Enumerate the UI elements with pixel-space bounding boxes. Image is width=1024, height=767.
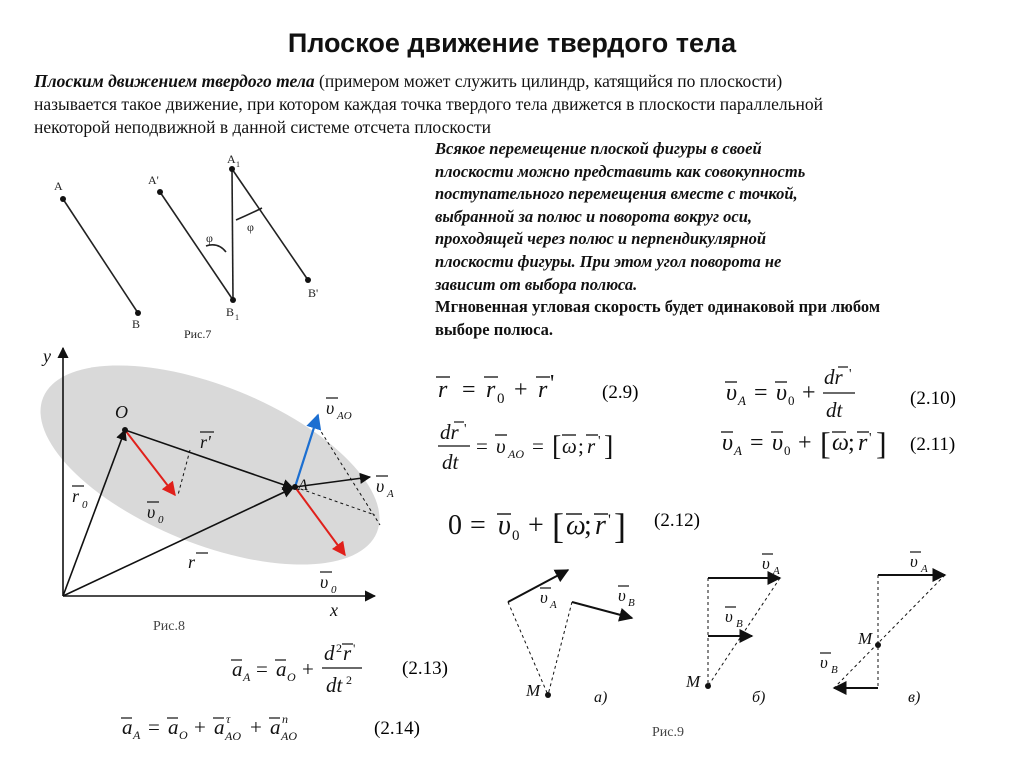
fig9a-vA: υ — [540, 588, 548, 607]
fig8-label-r0-sub: 0 — [82, 499, 88, 511]
theory-paragraph — [435, 138, 1005, 341]
svg-text:a: a — [214, 715, 225, 739]
intro-line3: некоторой неподвижной в данной системе отсчета плоскости — [34, 117, 491, 137]
svg-text:ω: ω — [562, 434, 577, 458]
eq-2-10-number: (2.10) — [910, 388, 956, 409]
svg-text:dt: dt — [442, 450, 459, 474]
para-line9: выборе полюса. — [435, 319, 554, 339]
fig9c-vB: υ — [820, 653, 828, 672]
svg-text:=: = — [532, 434, 544, 458]
fig8-label-O: O — [115, 402, 128, 422]
page-title: Плоское движение твердого тела — [287, 28, 737, 58]
equation-2-13 — [226, 638, 506, 702]
svg-text:O: O — [287, 670, 296, 684]
para-line: выбранной за полюс и поворота вокруг оси, — [435, 206, 753, 226]
svg-text:r: r — [343, 641, 352, 665]
equation-2-14 — [116, 706, 476, 754]
svg-text:0: 0 — [784, 443, 791, 458]
fig7-label-A-prime: A' — [148, 173, 159, 187]
svg-text:+: + — [802, 380, 816, 406]
svg-text:+: + — [250, 715, 262, 739]
svg-text:2: 2 — [346, 673, 352, 687]
svg-text:=: = — [462, 377, 476, 403]
fig9b-vA: υ — [762, 554, 770, 573]
fig9-caption: Рис.9 — [652, 725, 684, 740]
fig7-caption: Рис.7 — [184, 327, 212, 341]
eq-2-13-number: (2.13) — [402, 658, 448, 679]
svg-text:ω: ω — [566, 510, 586, 541]
para-line6-rest: . При этом угол поворота не — [571, 251, 782, 271]
fig8-label-A: A — [298, 477, 308, 494]
para-line7: зависит от выбора полюса. — [435, 274, 638, 294]
eq-2-12-number: (2.12) — [654, 510, 700, 531]
svg-text:+: + — [528, 510, 544, 541]
fig7-label-A: A — [54, 179, 63, 193]
fig7-label-B1-sub: 1 — [235, 313, 239, 322]
svg-text:[: [ — [552, 506, 564, 546]
fig7-label-B1: B — [226, 305, 235, 319]
svg-text:': ' — [353, 641, 356, 656]
fig8-label-vA-sub: A — [387, 488, 394, 500]
equation-dr-dt — [432, 415, 632, 477]
svg-text:υ: υ — [498, 510, 511, 541]
eq-2-11-number: (2.11) — [910, 434, 956, 455]
equation-2-10 — [720, 358, 1010, 428]
svg-text:a: a — [276, 657, 287, 681]
svg-text:]: ] — [614, 506, 626, 546]
svg-text:τ: τ — [226, 712, 231, 726]
fig9c-vB-sub: B — [831, 664, 838, 676]
svg-text:': ' — [598, 434, 601, 449]
svg-text:dr: dr — [440, 420, 459, 444]
svg-text:]: ] — [604, 431, 614, 462]
eq-2-14-number: (2.14) — [374, 718, 420, 739]
intro-paragraph — [34, 70, 994, 139]
equation-2-9 — [430, 365, 690, 415]
fig8-label-v0-bottom: υ — [320, 572, 329, 592]
svg-text:AO: AO — [281, 729, 297, 743]
fig7-label-phi-2: φ — [247, 220, 254, 234]
svg-text:;: ; — [848, 430, 855, 456]
fig8-caption: Рис.8 — [153, 619, 185, 634]
svg-text:;: ; — [578, 434, 584, 458]
svg-text:2: 2 — [336, 641, 342, 655]
intro-term: Плоским движением твердого тела — [34, 71, 315, 91]
svg-text:d: d — [324, 641, 335, 665]
svg-text:=: = — [148, 715, 160, 739]
svg-text:=: = — [750, 430, 764, 456]
svg-text:A: A — [243, 670, 251, 684]
svg-text:a: a — [122, 715, 133, 739]
svg-text:a: a — [168, 715, 179, 739]
svg-text:': ' — [849, 367, 852, 382]
fig9-panel-c: в) — [908, 689, 921, 706]
fig7-label-A1: A — [227, 152, 236, 166]
para-line: плоскости можно представить как совокупность — [435, 161, 806, 181]
fig8-body-ellipse — [30, 340, 400, 606]
fig9a-vB-sub: B — [628, 597, 635, 609]
svg-text:r: r — [595, 510, 606, 541]
svg-text:O: O — [179, 728, 188, 742]
fig8-label-v0-bottom-sub: 0 — [331, 584, 337, 596]
svg-text:dt: dt — [326, 673, 343, 697]
svg-text:0: 0 — [497, 391, 505, 407]
fig7-label-phi-1: φ — [206, 231, 213, 245]
fig7-label-B: B — [132, 317, 141, 331]
fig8-label-r0: r — [72, 486, 80, 506]
intro-line2: называется такое движение, при котором каждая точка твердого тела движется в плоскости параллельной — [34, 94, 824, 114]
equation-2-11 — [716, 420, 1011, 470]
fig9c-M: M — [858, 629, 873, 648]
fig8-label-vA: υ — [376, 476, 385, 496]
fig9a-vA-sub: A — [550, 599, 557, 611]
fig8-label-vAO: υ — [326, 398, 335, 418]
fig9c-vA-sub: A — [921, 563, 928, 575]
svg-text:A: A — [133, 728, 141, 742]
fig9b-M: M — [686, 672, 701, 691]
fig8-label-v0-sub: 0 — [158, 514, 164, 526]
svg-text:+: + — [194, 715, 206, 739]
svg-text:υ: υ — [772, 430, 784, 456]
svg-text:r: r — [538, 377, 548, 403]
svg-text:ω: ω — [832, 430, 849, 456]
svg-text:r: r — [587, 434, 596, 458]
fig8-label-r-prime: r' — [200, 432, 211, 452]
figure-7 — [40, 150, 340, 350]
svg-text:[: [ — [820, 425, 831, 461]
fig9a-M: M — [526, 681, 541, 700]
svg-text:r: r — [858, 430, 868, 456]
fig9b-vA-sub: A — [773, 565, 780, 577]
fig8-label-v0: υ — [147, 502, 156, 522]
svg-text:a: a — [270, 715, 281, 739]
svg-text:[: [ — [552, 431, 562, 462]
svg-text:+: + — [798, 430, 812, 456]
fig8-label-r: r — [188, 552, 196, 572]
fig9b-vB-sub: B — [736, 618, 743, 630]
svg-text:': ' — [464, 422, 467, 437]
svg-text:0: 0 — [788, 393, 795, 408]
svg-text:dt: dt — [826, 398, 843, 422]
fig8-label-vAO-sub: AO — [337, 410, 352, 422]
para-line6-italic: плоскости фигуры — [435, 251, 572, 271]
svg-text:r: r — [486, 377, 496, 403]
fig8-axis-y: y — [43, 346, 51, 366]
fig9-panel-a: а) — [594, 689, 608, 706]
para-line8: Мгновенная угловая скорость будет одинаковой при любом — [435, 297, 881, 317]
svg-text:=: = — [470, 510, 486, 541]
svg-text:;: ; — [584, 510, 592, 541]
svg-text:+: + — [514, 377, 528, 403]
svg-text:': ' — [869, 431, 872, 446]
para-line: проходящей через полюс и перпендикулярной — [435, 229, 767, 249]
intro-line1: (примером может служить цилиндр, катящийся по плоскости) — [314, 71, 783, 91]
svg-text:A: A — [734, 443, 742, 458]
svg-text:+: + — [302, 657, 314, 681]
svg-text:υ: υ — [722, 430, 734, 456]
fig9-panel-b: б) — [752, 689, 766, 706]
fig7-label-A1-sub: 1 — [236, 160, 240, 169]
fig8-axis-x: x — [330, 600, 338, 620]
fig7-label-B-prime: B' — [308, 286, 319, 300]
svg-text:a: a — [232, 657, 243, 681]
svg-text:=: = — [754, 380, 768, 406]
fig9c-vA: υ — [910, 552, 918, 571]
svg-text:': ' — [608, 512, 611, 529]
svg-text:AO: AO — [508, 447, 524, 461]
figure-8 — [30, 340, 400, 640]
figure-9 — [490, 540, 960, 762]
svg-text:0: 0 — [448, 510, 462, 541]
fig9b-vB: υ — [725, 607, 733, 626]
svg-text:': ' — [550, 371, 555, 397]
svg-text:υ: υ — [726, 380, 738, 406]
svg-text:υ: υ — [776, 380, 788, 406]
svg-text:υ: υ — [496, 434, 506, 458]
eq-2-9-number: (2.9) — [602, 382, 639, 403]
para-line: поступательного перемещения вместе с точкой, — [435, 184, 798, 204]
para-line: Всякое перемещение плоской фигуры в своей — [435, 139, 762, 158]
fig9a-vB: υ — [618, 586, 626, 605]
svg-text:dr: dr — [824, 365, 843, 389]
svg-text:AO: AO — [225, 729, 241, 743]
svg-text:=: = — [476, 434, 488, 458]
svg-text:r: r — [438, 377, 448, 403]
svg-text:0: 0 — [512, 528, 520, 544]
svg-text:]: ] — [876, 425, 887, 461]
svg-text:A: A — [738, 393, 746, 408]
svg-text:n: n — [282, 712, 288, 726]
svg-text:=: = — [256, 657, 268, 681]
